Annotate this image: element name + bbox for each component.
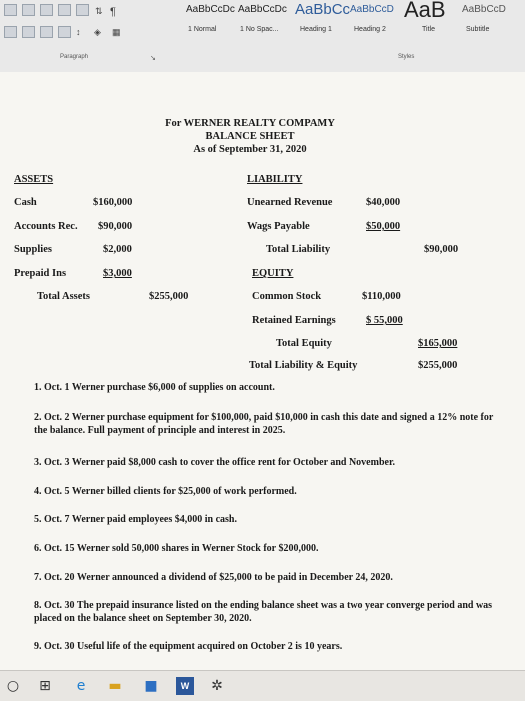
file-explorer-icon[interactable]: ▬ <box>108 678 122 694</box>
style-subtitle-preview[interactable]: AaBbCcD <box>462 4 506 15</box>
sheet-title: BALANCE SHEET <box>205 131 295 142</box>
liability-heading: LIABILITY <box>247 174 303 185</box>
liability-value: $40,000 <box>366 197 401 208</box>
pilcrow-icon[interactable]: ¶ <box>110 6 116 18</box>
asset-value: $3,000 <box>103 268 132 279</box>
styles-group-label: Styles <box>398 54 415 60</box>
asset-value: $90,000 <box>98 221 133 232</box>
paragraph-launcher-icon[interactable]: ↘ <box>150 55 156 62</box>
bullets-icon[interactable] <box>4 4 17 16</box>
edge-icon[interactable]: e <box>76 678 86 694</box>
align-right-icon[interactable] <box>40 26 53 38</box>
assets-heading: ASSETS <box>14 174 54 185</box>
justify-icon[interactable] <box>58 26 71 38</box>
grand-total-label: Total Liability & Equity <box>249 360 358 371</box>
sort-icon[interactable]: ⇅ <box>95 6 103 16</box>
style-heading1-preview[interactable]: AaBbCc <box>295 1 351 18</box>
list-item: 1. Oct. 1 Werner purchase $6,000 of supplies on account. <box>34 382 275 393</box>
total-liability-value: $90,000 <box>424 244 459 255</box>
settings-icon[interactable]: ✲ <box>211 678 223 694</box>
grand-total-value: $255,000 <box>418 360 458 371</box>
multilevel-list-icon[interactable] <box>40 4 53 16</box>
list-item: 9. Oct. 30 Useful life of the equipment acquired on October 2 is 10 years. <box>34 641 343 652</box>
align-left-icon[interactable] <box>4 26 17 38</box>
list-item: 4. Oct. 5 Werner billed clients for $25,000 of work performed. <box>34 486 297 497</box>
style-normal-label: 1 Normal <box>188 26 217 33</box>
equity-label: Common Stock <box>252 291 322 302</box>
word-icon[interactable]: W <box>176 677 194 695</box>
start-icon[interactable]: ○ <box>6 678 20 694</box>
word-ribbon <box>0 0 525 73</box>
asset-label: Cash <box>14 197 37 208</box>
style-heading1-label: Heading 1 <box>300 26 332 33</box>
line-spacing-icon[interactable]: ↕ <box>76 27 81 37</box>
liability-label: Unearned Revenue <box>247 197 333 208</box>
style-no-spacing-label: 1 No Spac... <box>240 26 279 33</box>
list-item: 5. Oct. 7 Werner paid employees $4,000 in cash. <box>34 514 237 525</box>
total-equity-label: Total Equity <box>276 338 332 349</box>
list-item: 6. Oct. 15 Werner sold 50,000 shares in Werner Stock for $200,000. <box>34 543 319 554</box>
equity-value: $110,000 <box>362 291 401 302</box>
document-page[interactable] <box>0 72 525 670</box>
style-subtitle-label: Subtitle <box>466 26 490 33</box>
equity-label: Retained Earnings <box>252 315 336 326</box>
numbering-icon[interactable] <box>22 4 35 16</box>
style-title-preview[interactable]: AaB <box>404 0 446 22</box>
list-item: 2. Oct. 2 Werner purchase equipment for $100,000, paid $10,000 in cash this date and signed a 12% note for the balance. Full payment of principle and interest in 2025. <box>34 412 494 436</box>
total-assets-value: $255,000 <box>149 291 189 302</box>
asset-label: Prepaid Ins <box>14 268 67 279</box>
decrease-indent-icon[interactable] <box>58 4 71 16</box>
windows-taskbar <box>0 670 525 701</box>
company-name: For WERNER REALTY COMPAMY <box>165 118 335 129</box>
shading-icon[interactable]: ◈ <box>94 27 101 37</box>
style-heading2-preview[interactable]: AaBbCcD <box>350 4 394 15</box>
sheet-date: As of September 31, 2020 <box>193 144 307 155</box>
equity-value: $ 55,000 <box>366 315 403 326</box>
list-item: 8. Oct. 30 The prepaid insurance listed on the ending balance sheet was a two year converge period and was placed on the balance sheet on September 30, 2020. <box>34 600 493 624</box>
liability-value: $50,000 <box>366 221 401 232</box>
list-item: 7. Oct. 20 Werner announced a dividend of $25,000 to be paid in December 24, 2020. <box>34 572 393 583</box>
liability-label: Wags Payable <box>247 221 310 232</box>
total-assets-label: Total Assets <box>37 291 90 302</box>
increase-indent-icon[interactable] <box>76 4 89 16</box>
total-equity-value: $165,000 <box>418 338 458 349</box>
task-view-icon[interactable]: ⊞ <box>39 678 51 694</box>
style-normal-preview[interactable]: AaBbCcDc <box>186 4 235 15</box>
total-liability-label: Total Liability <box>266 244 331 255</box>
asset-value: $160,000 <box>93 197 133 208</box>
style-title-label: Title <box>422 26 435 33</box>
list-item: 3. Oct. 3 Werner paid $8,000 cash to cover the office rent for October and November. <box>34 457 395 468</box>
equity-heading: EQUITY <box>252 268 294 279</box>
asset-label: Supplies <box>14 244 52 255</box>
store-icon[interactable]: ■ <box>144 678 158 694</box>
asset-label: Accounts Rec. <box>14 221 78 232</box>
asset-value: $2,000 <box>103 244 132 255</box>
style-heading2-label: Heading 2 <box>354 26 386 33</box>
align-center-icon[interactable] <box>22 26 35 38</box>
paragraph-group-label: Paragraph <box>60 54 89 60</box>
borders-icon[interactable]: ▦ <box>112 27 121 37</box>
style-no-spacing-preview[interactable]: AaBbCcDc <box>238 4 287 15</box>
